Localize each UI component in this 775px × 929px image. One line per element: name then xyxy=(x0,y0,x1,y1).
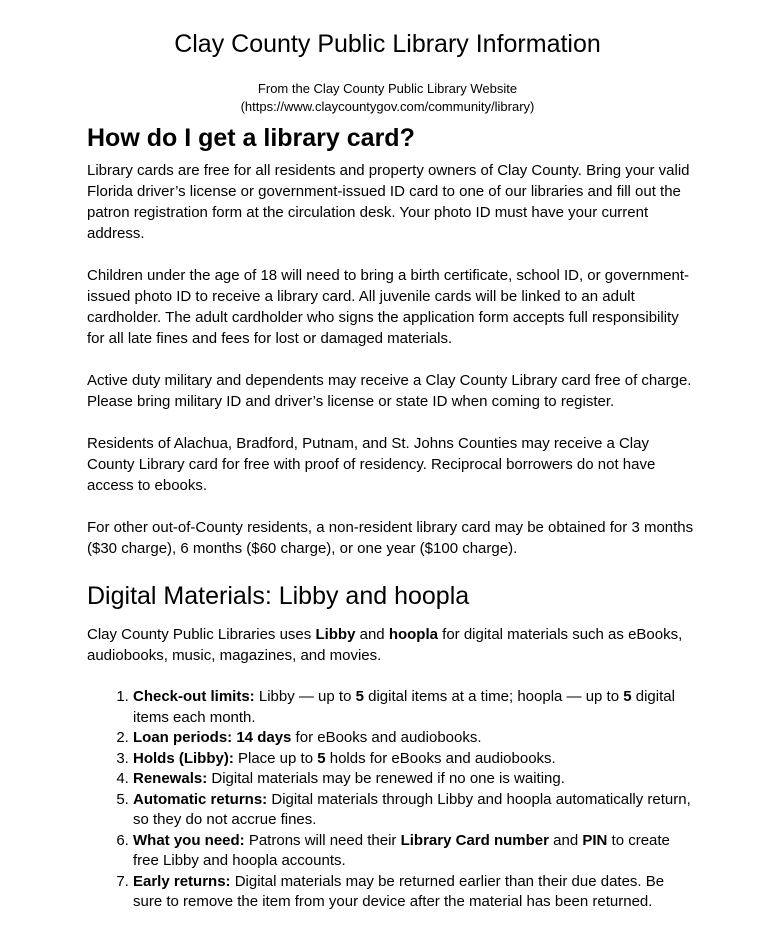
bold-text: Early returns: xyxy=(133,872,231,890)
text-run: digital items each month. xyxy=(133,688,675,726)
text-run: holds for eBooks and audiobooks. xyxy=(325,749,556,767)
paragraph: Children under the age of 18 will need to bring a birth certificate, school ID, or government-issued photo ID to receive a library card. All juvenile cards will be linked to an adult cardholder. The adult cardholder who signs the application form accepts full responsibility for all late fines and fees for lost or damaged materials. xyxy=(87,267,689,347)
bold-text: PIN xyxy=(582,831,608,849)
digital-rules-list xyxy=(87,687,697,913)
paragraph: Active duty military and dependents may receive a Clay County Library card free of charge. Please bring military ID and driver’s license or state ID when coming to register. xyxy=(87,372,692,410)
bold-text: Library Card number xyxy=(400,831,549,849)
bold-text: 5 xyxy=(623,688,632,705)
list-item xyxy=(133,687,697,728)
document-title: Clay County Public Library Information xyxy=(174,30,601,58)
bold-text: Loan periods: 14 days xyxy=(133,729,292,746)
text-run: Patrons will need their xyxy=(244,831,401,849)
text-run: to create free Libby and hoopla accounts. xyxy=(133,831,670,869)
list-item xyxy=(133,831,697,872)
list-item xyxy=(133,790,697,831)
text-run: Clay County Public Libraries uses xyxy=(87,626,316,643)
paragraph: Residents of Alachua, Bradford, Putnam, and St. Johns Counties may receive a Clay County Library card for free with proof of residency. Reciprocal borrowers do not have access to ebooks. xyxy=(87,435,656,494)
text-run: Digital materials may be returned earlier than their due dates. Be sure to remove the item from your device after the material has been returned. xyxy=(133,872,665,910)
bold-text: What you need: xyxy=(133,831,245,849)
text-run: Digital materials through Libby and hoopla automatically return, so they do not accrue fines. xyxy=(133,790,691,828)
paragraph: Library cards are free for all residents and property owners of Clay County. Bring your valid Florida driver’s license or government-issued ID card to one of our libraries and fill out the patron registration form at the circulation desk. Your photo ID must have your current address. xyxy=(87,162,690,242)
document-body xyxy=(87,122,697,913)
bold-text: Holds (Libby): xyxy=(133,749,234,767)
section-heading-digital-materials: Digital Materials: Libby and hoopla xyxy=(87,582,470,610)
text-run: digital items at a time; hoopla — up to xyxy=(363,688,624,705)
bold-text: hoopla xyxy=(388,626,438,643)
digital-intro xyxy=(87,624,697,666)
bold-text: 5 xyxy=(317,749,326,767)
text-run: for digital materials such as eBooks, audiobooks, music, magazines, and movies. xyxy=(87,626,683,664)
list-item xyxy=(133,749,697,770)
bold-text: 5 xyxy=(355,688,364,705)
subtitle-source: From the Clay County Public Library Website xyxy=(257,81,518,96)
text-run: Place up to xyxy=(233,749,318,767)
text-run: for eBooks and audiobooks. xyxy=(291,729,482,746)
paragraph: For other out-of-County residents, a non-resident library card may be obtained for 3 months ($30 charge), 6 months ($60 charge), or one year ($100 charge). xyxy=(87,519,694,557)
bold-text: Check-out limits: xyxy=(133,688,255,705)
list-item xyxy=(133,728,697,749)
subtitle-url: (https://www.claycountygov.com/community/library) xyxy=(240,99,535,114)
bold-text: Automatic returns: xyxy=(133,790,268,808)
list-item xyxy=(133,769,697,790)
subtitle xyxy=(0,80,775,116)
text-run: and xyxy=(355,626,389,643)
list-item xyxy=(133,872,697,913)
text-run: and xyxy=(548,831,583,849)
text-run: Digital materials may be renewed if no one is waiting. xyxy=(207,770,565,787)
section-heading-library-card: How do I get a library card? xyxy=(87,124,415,152)
text-run: Libby — up to xyxy=(254,688,356,705)
bold-text: Libby xyxy=(315,626,356,643)
bold-text: Renewals: xyxy=(133,770,208,787)
